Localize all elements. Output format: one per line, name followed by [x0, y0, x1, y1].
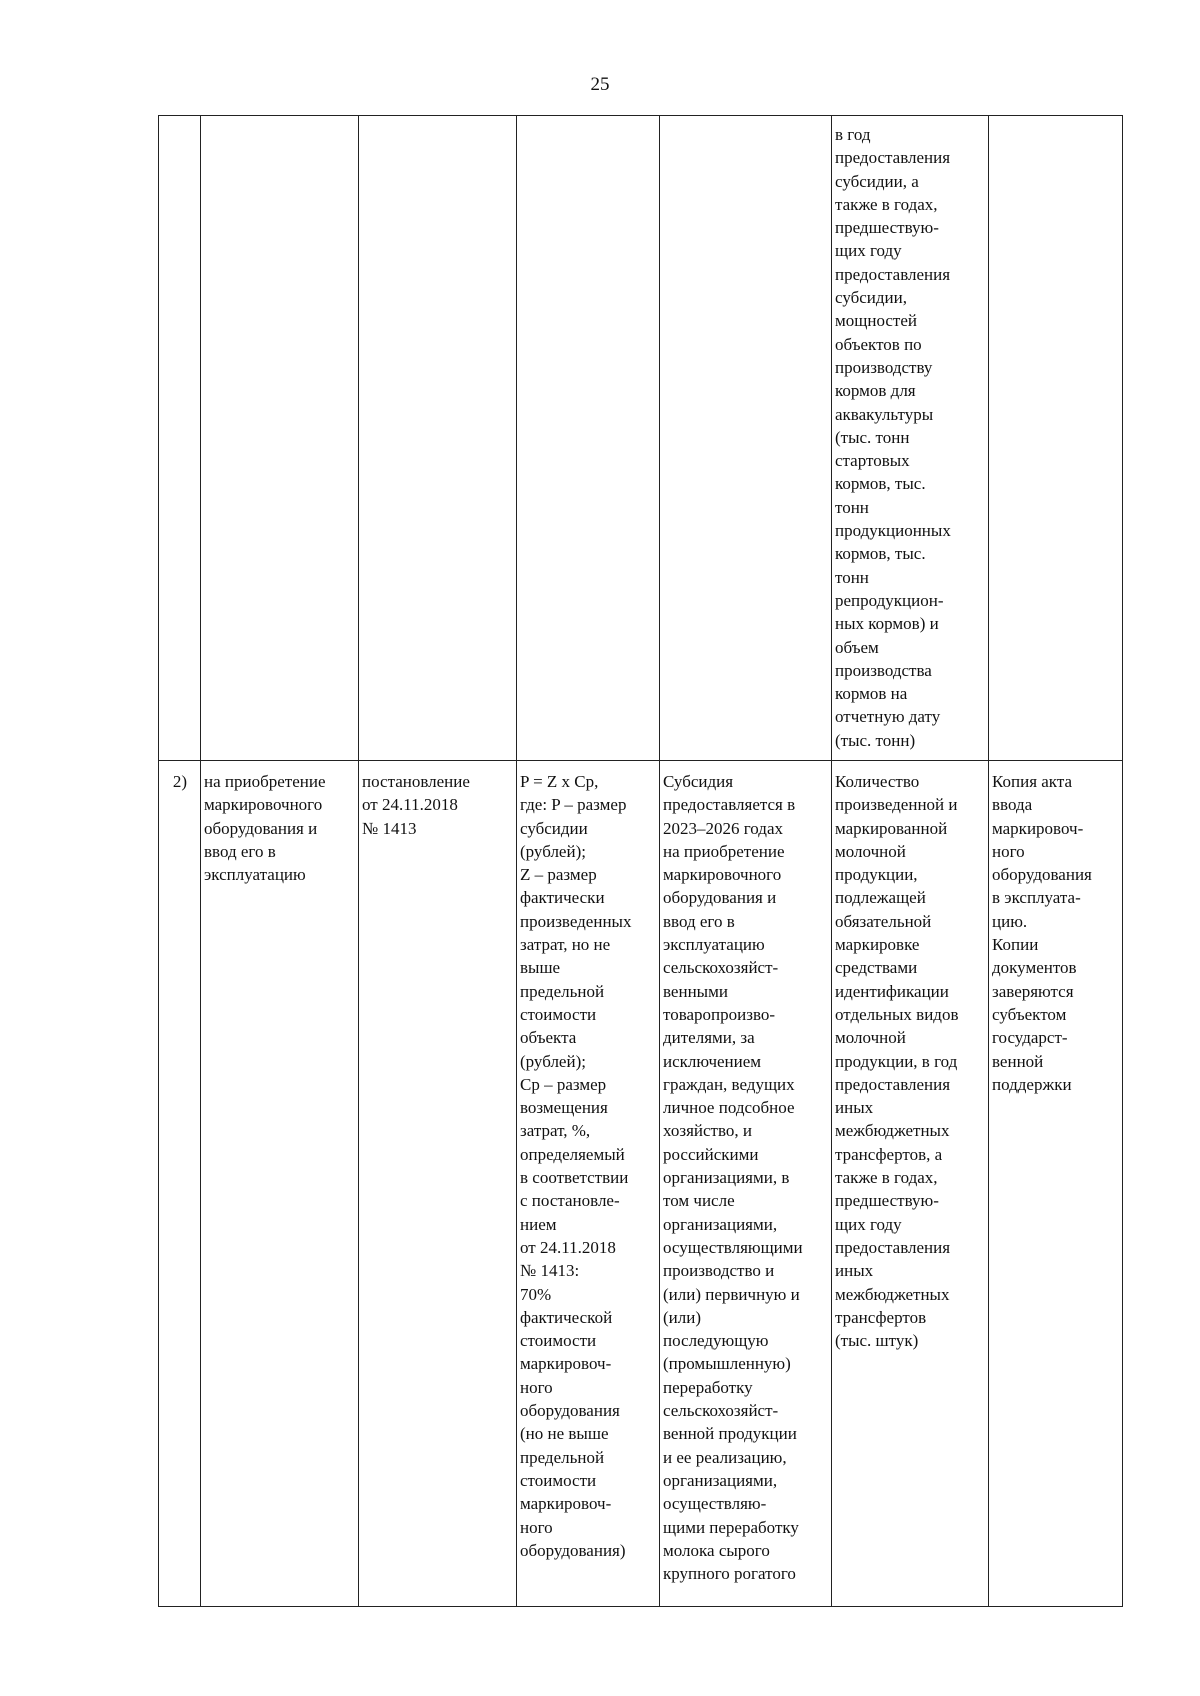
documents-text: Копия акта ввода маркировоч- ного оборудования в эксплуата- цию. Копии документов заверяются субъектом государст- венной поддержки: [992, 772, 1092, 1094]
conditions-text: Субсидия предоставляется в 2023–2026 годах на приобретение маркировочного оборудования и ввод его в эксплуатацию сельскохозяйст- венными товаропроизво- дителями, за исключением граждан, ведущих личное подсобное хозяйство, и российскими организациями, в том числе организациями, осуществляющими производство и (или) первичную и (или) последующую (промышленную) переработку сельскохозяйст- венной продукции и ее реализацию, организациями, осуществляю- щими переработку молока сырого крупного рогатого: [663, 772, 803, 1584]
legal-basis-text: постановление от 24.11.2018 № 1413: [362, 772, 470, 838]
direction-cell: [201, 761, 359, 1607]
documents-cell: [989, 761, 1123, 1607]
conditions-cell: [660, 116, 832, 761]
page-number: 25: [590, 74, 610, 95]
indicator-cell: [832, 761, 989, 1607]
documents-cell: [989, 116, 1123, 761]
row-number-cell: [159, 116, 201, 761]
direction-cell: [201, 116, 359, 761]
direction-text: на приобретение маркировочного оборудования и ввод его в эксплуатацию: [204, 772, 326, 885]
indicator-text: Количество произведенной и маркированной молочной продукции, подлежащей обязательной маркировке средствами идентификации отдельных видов молочной продукции, в год предоставления иных межбюджетных трансфертов, а также в годах, предшествую- щих году предоставления иных межбюджетных трансфертов (тыс. штук): [835, 772, 959, 1351]
legal-basis-cell: [359, 116, 517, 761]
indicator-cell: [832, 116, 989, 761]
row-number-cell: [159, 761, 201, 1607]
conditions-cell: [660, 761, 832, 1607]
table-row-2: [159, 761, 1123, 1607]
formula-text: P = Z x Cp, где: P – размер субсидии (рублей); Z – размер фактически произведенных затрат, но не выше предельной стоимости объекта (рублей); Cp – размер возмещения затрат, %, определяемый в соответствии с постановле- нием от 24.11.2018 № 1413: 70% фактической стоимости маркировоч- ного оборудования (но не выше предельной стоимости маркировоч- ного оборудования): [520, 772, 632, 1560]
indicator-text: в год предоставления субсидии, а также в годах, предшествую- щих году предоставления субсидии, мощностей объектов по производству кормов для аквакультуры (тыс. тонн стартовых кормов, тыс. тонн продукционных кормов, тыс. тонн репродукцион- ных кормов) и объем производства кормов на отчетную дату (тыс. тонн): [835, 125, 951, 750]
subsidy-table: [158, 115, 1123, 1607]
legal-basis-cell: [359, 761, 517, 1607]
row-number: 2): [172, 772, 188, 791]
formula-cell: [517, 116, 660, 761]
table-row-continued: [159, 116, 1123, 761]
formula-cell: [517, 761, 660, 1607]
